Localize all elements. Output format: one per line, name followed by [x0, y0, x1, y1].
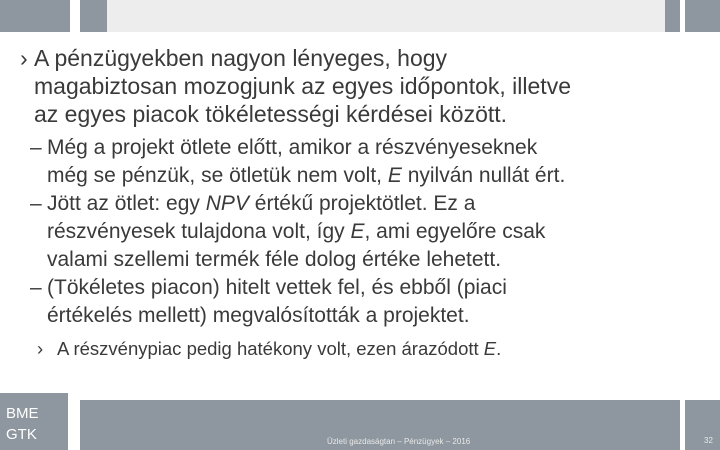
bullet-text-line: értékelés mellett) megvalósították a projektet.	[47, 304, 470, 327]
bullet-marker: –	[30, 276, 42, 299]
bullet-text-line: valami szellemi termék féle dolog értéke lehetett.	[47, 248, 502, 271]
header-bar-center	[107, 0, 665, 32]
bullet-text-line: A részvénypiac pedig hatékony volt, ezen árazódott E.	[57, 338, 502, 359]
header-bar-left	[0, 0, 70, 32]
bullet-level3	[20, 336, 710, 362]
header-bar-segment	[80, 0, 107, 32]
bullet-text-line: Jött az ötlet: egy NPV értékű projektötlet. Ez a	[47, 192, 476, 215]
header-bar-right	[685, 0, 720, 32]
bullet-text-line: Még a projekt ötlete előtt, amikor a részvényeseknek	[47, 136, 538, 159]
logo-line: GTK	[6, 426, 37, 443]
bullet-level2	[20, 134, 710, 190]
bullet-text-line: A pénzügyekben nagyon lényeges, hogy	[34, 45, 448, 71]
page-number: 32	[704, 436, 713, 445]
bullet-level1	[20, 44, 710, 128]
bullet-text-line: magabiztosan mozogjunk az egyes időpontok, illetve	[34, 73, 571, 99]
bullet-marker: ›	[20, 45, 28, 71]
bullet-text-line: még se pénzük, se ötletük nem volt, E nyilván nullát ért.	[47, 164, 566, 187]
bullet-level2	[20, 274, 710, 330]
bullet-text-line: részvényesek tulajdona volt, így E, ami egyelőre csak	[47, 220, 546, 243]
header-bar-segment-right	[665, 0, 680, 32]
bullet-marker: –	[30, 192, 42, 215]
footer-page-box	[685, 400, 720, 450]
footer-course-text: Üzleti gazdaságtan – Pénzügyek – 2016	[327, 437, 471, 446]
bullet-text-line: az egyes piacok tökéletességi kérdései között.	[34, 101, 508, 127]
bullet-marker: –	[30, 136, 42, 159]
logo-line: BME	[6, 405, 39, 422]
bullet-marker: ›	[37, 338, 44, 359]
bullet-text-line: (Tökéletes piacon) hitelt vettek fel, és ebből (piaci	[47, 276, 507, 299]
bme-gtk-logo	[0, 393, 68, 450]
bullet-level2	[20, 190, 710, 274]
slide-content	[20, 44, 710, 362]
